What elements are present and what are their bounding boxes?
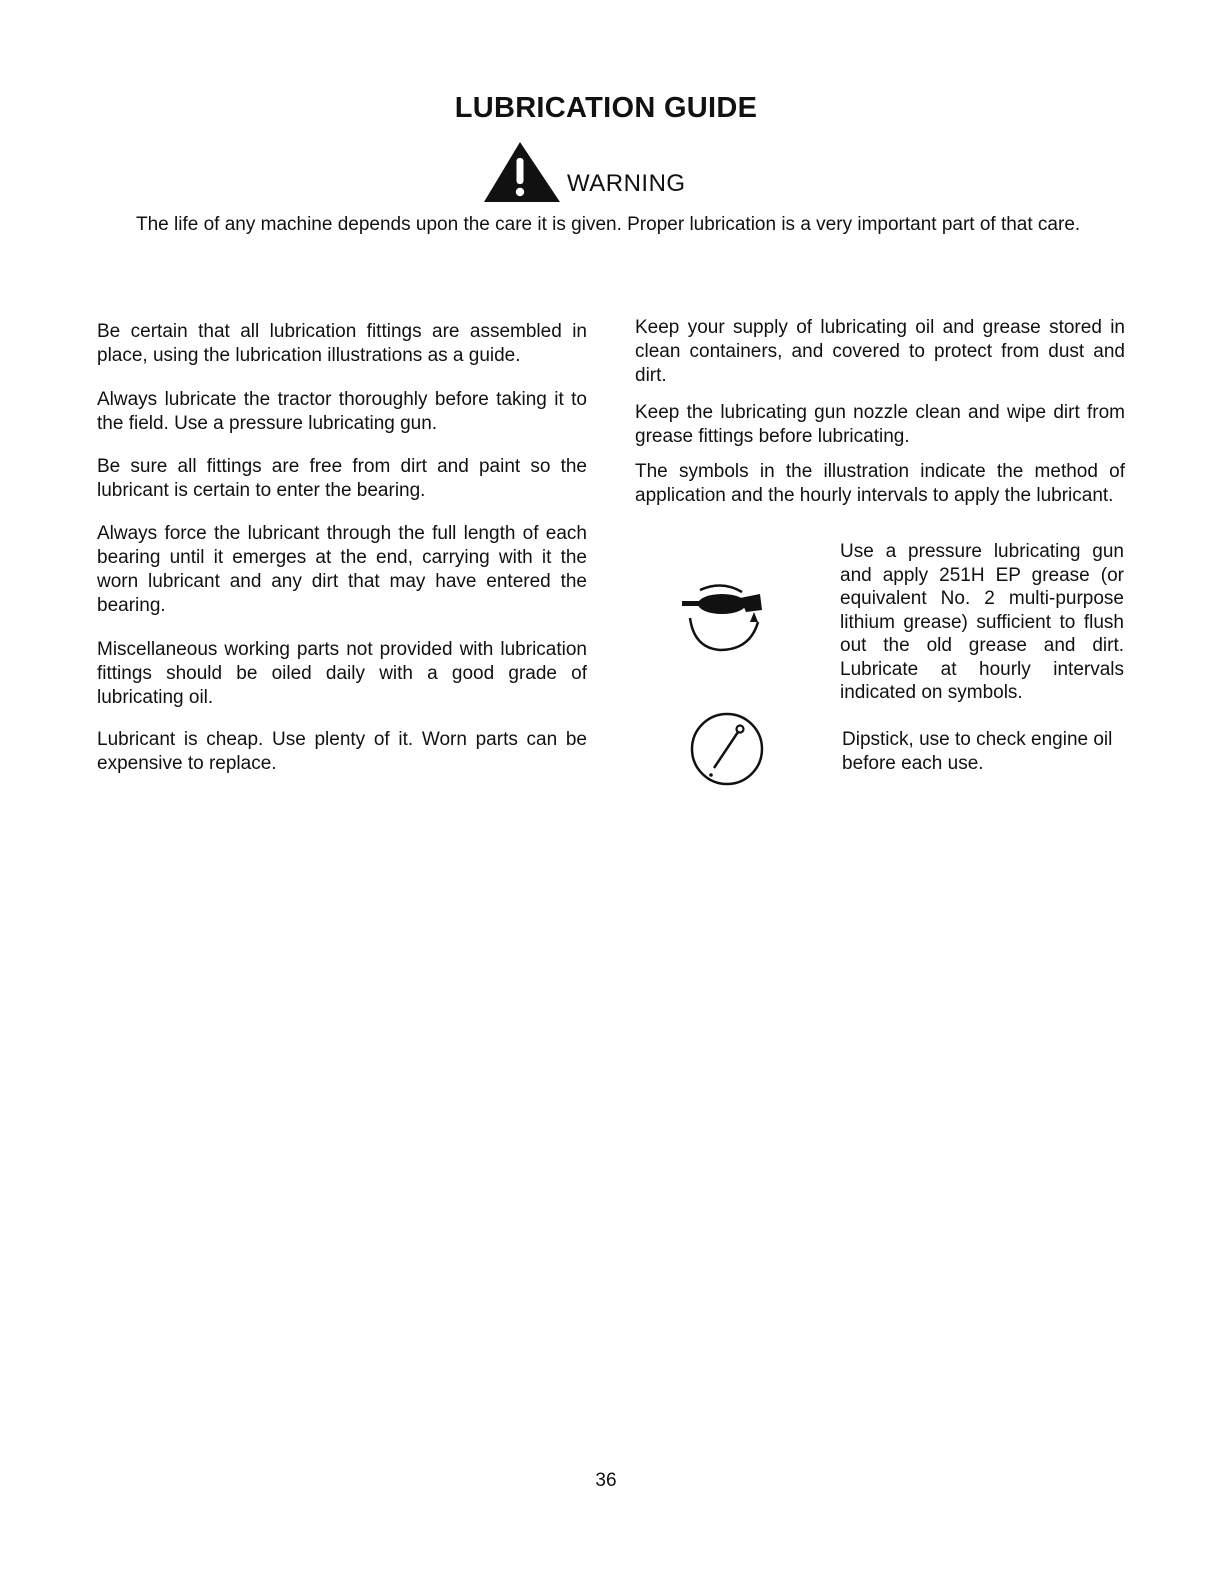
paragraph: Keep the lubricating gun nozzle clean and wipe dirt from grease fittings before lubricating. (635, 402, 1125, 447)
paragraph: Be sure all fittings are free from dirt and paint so the lubricant is certain to enter the bearing. (97, 456, 587, 501)
warning-heading (482, 140, 722, 204)
grease-gun-icon (680, 582, 766, 660)
paragraph: Keep your supply of lubricating oil and grease stored in clean containers, and covered to protect from dust and dirt. (635, 317, 1125, 386)
grease-gun-description: Use a pressure lubricating gun and apply 251H EP grease (or equivalent No. 2 multi-purpose lithium grease) sufficient to flush out the old grease and dirt. Lubricate at hourly intervals indicated on symbols. (840, 541, 1124, 703)
paragraph: Miscellaneous working parts not provided with lubrication fittings should be oiled daily with a good grade of lubricating oil. (97, 639, 587, 708)
warning-label: WARNING (567, 170, 686, 197)
paragraph: Always force the lubricant through the full length of each bearing until it emerges at the end, carrying with it the worn lubricant and any dirt that may have entered the bearing. (97, 523, 587, 616)
paragraph: The symbols in the illustration indicate the method of application and the hourly intervals to apply the lubricant. (635, 461, 1125, 506)
dipstick-description: Dipstick, use to check engine oil before each use. (842, 729, 1113, 774)
left-column (97, 320, 587, 776)
paragraph: Lubricant is cheap. Use plenty of it. Worn parts can be expensive to replace. (97, 729, 587, 774)
paragraph: Always lubricate the tractor thoroughly before taking it to the field. Use a pressure lubricating gun. (97, 389, 587, 434)
right-column (635, 316, 1125, 508)
paragraph: Be certain that all lubrication fittings are assembled in place, using the lubrication illustrations as a guide. (97, 321, 587, 366)
page-number: 36 (595, 1470, 617, 1491)
warning-text: The life of any machine depends upon the care it is given. Proper lubrication is a very important part of that care. (136, 214, 1081, 235)
warning-triangle-icon (482, 140, 564, 204)
dipstick-icon (688, 710, 766, 788)
page-title: LUBRICATION GUIDE (454, 92, 758, 124)
